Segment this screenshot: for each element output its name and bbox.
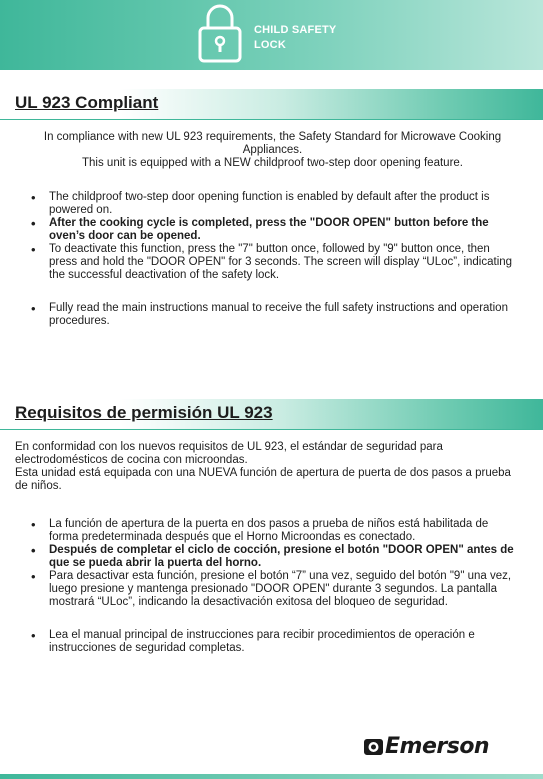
english-heading: UL 923 Compliant bbox=[15, 93, 159, 112]
emerson-logo-icon bbox=[363, 736, 385, 758]
english-bullet-list bbox=[27, 191, 517, 328]
list-item: • Lea el manual principal de instrucciones para recibir procedimientos de operación e instrucciones de seguridad completas. bbox=[27, 629, 517, 655]
list-item: • Fully read the main instructions manual to receive the full safety instructions and operation procedures. bbox=[27, 302, 517, 328]
footer-line bbox=[0, 774, 543, 779]
brand-name: Emerson bbox=[385, 734, 490, 759]
english-intro-line: In compliance with new UL 923 requirements, the Safety Standard for Microwave Cooking Appliances. bbox=[43, 131, 502, 156]
section-header-english bbox=[0, 89, 543, 119]
spanish-intro-line: En conformidad con los nuevos requisitos de UL 923, el estándar de seguridad para electrodomésticos de cocina con microondas. bbox=[15, 441, 443, 466]
header-banner bbox=[0, 0, 543, 70]
list-item: • La función de apertura de la puerta en dos pasos a prueba de niños está habilitada de forma predeterminada después que el Horno Microondas es conectado. bbox=[27, 518, 517, 544]
list-item: • Para desactivar esta función, presione el botón “7” una vez, seguido del botón "9" una vez, luego presione y mantenga presionado "DOOR OPEN" durante 3 segundos. La pantalla mostrará “ULoc”, indicando la desactivación exitosa del bloqueo de seguridad. bbox=[27, 570, 517, 609]
list-item: • To deactivate this function, press the "7" button once, followed by "9" button once, then press and hold the "DOOR OPEN" for 3 seconds. The screen will display “ULoc”, indicating the successful deactivation of the safety lock. bbox=[27, 243, 517, 282]
divider bbox=[0, 429, 543, 430]
header-title-text: CHILD SAFETY LOCK bbox=[254, 24, 337, 51]
header-title bbox=[254, 23, 374, 53]
english-intro bbox=[20, 131, 525, 170]
divider bbox=[0, 119, 543, 120]
spanish-intro-line: Esta unidad está equipada con una NUEVA función de apertura de puerta de dos pasos a prueba de niños. bbox=[15, 467, 511, 492]
english-intro-line: This unit is equipped with a NEW childproof two-step door opening feature. bbox=[82, 157, 463, 169]
list-item: • The childproof two-step door opening function is enabled by default after the product is powered on. bbox=[27, 191, 517, 217]
spanish-bullet-list bbox=[27, 518, 517, 655]
brand-logo bbox=[363, 734, 523, 760]
spanish-intro bbox=[15, 441, 515, 493]
list-item: • Después de completar el ciclo de cocción, presione el botón "DOOR OPEN" antes de que se pueda abrir la puerta del horno. bbox=[27, 544, 517, 570]
section-header-spanish bbox=[0, 399, 543, 429]
list-item: • After the cooking cycle is completed, press the "DOOR OPEN" button before the oven’s door can be opened. bbox=[27, 217, 517, 243]
lock-icon bbox=[196, 2, 244, 64]
spanish-heading: Requisitos de permisión UL 923 bbox=[15, 403, 273, 422]
